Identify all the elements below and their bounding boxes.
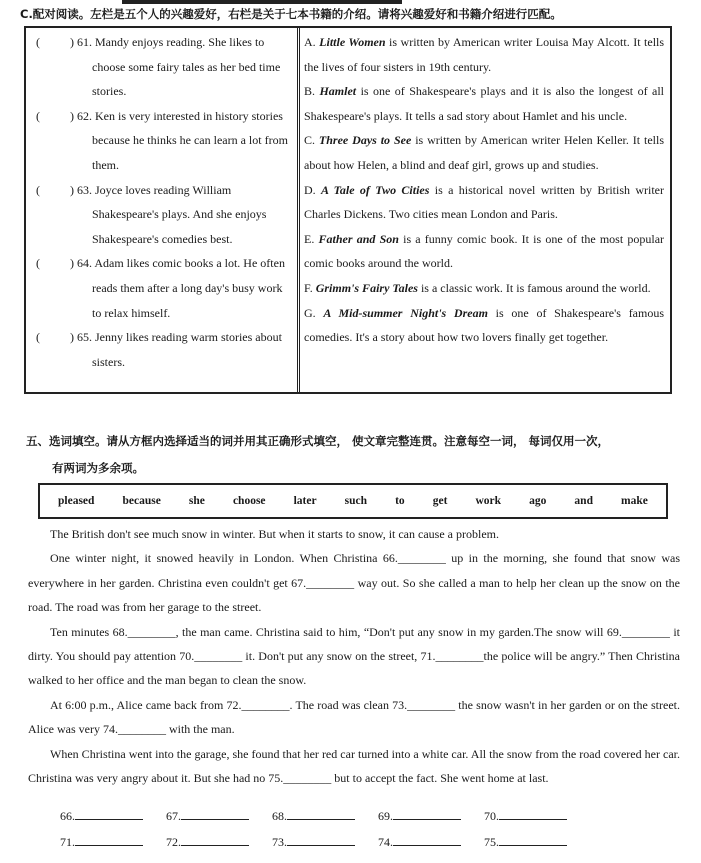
answer-paren: ( bbox=[36, 182, 40, 197]
book-desc: is a classic work. It is famous around the world. bbox=[420, 280, 651, 295]
word-bank-item: she bbox=[188, 495, 205, 507]
word-bank-item: to bbox=[395, 495, 405, 507]
passage-paragraph: At 6:00 p.m., Alice came back from 72.________. The road was clean 73.________ the snow wasn't in her garden or on the street. Alice was very 74.________ with the man. bbox=[28, 697, 680, 737]
book-letter: F. bbox=[304, 280, 313, 295]
book-desc: is a funny comic book. It is one of the most popular comic books around the world. bbox=[304, 231, 665, 271]
word-bank-item: later bbox=[293, 495, 317, 507]
book-title: A Mid-summer Night's Dream bbox=[323, 305, 488, 320]
answer-number: 72. bbox=[166, 835, 181, 849]
answer-number: 66. bbox=[60, 809, 75, 823]
answer-line[interactable] bbox=[287, 807, 355, 820]
answer-line[interactable] bbox=[181, 807, 249, 820]
book-desc: is one of Shakespeare's plays and it is also the longest of all Shakespeare's plays. It tells a sad story about Hamlet and his uncle. bbox=[304, 84, 665, 123]
question-65[interactable] bbox=[26, 325, 296, 374]
answer-line[interactable] bbox=[181, 833, 249, 846]
question-64[interactable] bbox=[26, 251, 296, 325]
word-bank-item: because bbox=[122, 495, 161, 507]
book-d bbox=[304, 178, 668, 227]
answer-paren: ( bbox=[36, 330, 40, 345]
passage-paragraph: The British don't see much snow in winter. But when it starts to snow, it can cause a problem. bbox=[50, 527, 499, 541]
cloze-passage bbox=[28, 522, 680, 790]
answer-line[interactable] bbox=[499, 833, 567, 846]
answer-75[interactable] bbox=[484, 833, 590, 850]
answer-blanks bbox=[60, 798, 620, 850]
answer-70[interactable] bbox=[484, 807, 590, 824]
books-column bbox=[304, 30, 668, 350]
header-bar bbox=[122, 0, 402, 4]
book-f bbox=[304, 276, 668, 301]
passage-paragraph: One winter night, it snowed heavily in London. When Christina 66.________ up in the morning, she found that snow was everywhere in her garden. Christina even couldn't get 67.________ way out. So she called a man to help her clean up the snow on the road. The road was from her garage to the street. bbox=[28, 551, 680, 615]
book-title: Grimm's Fairy Tales bbox=[315, 280, 418, 295]
question-text: ) 64. Adam likes comic books a lot. He often reads them after a long day's busy work to relax himself. bbox=[70, 256, 285, 320]
word-bank-item: make bbox=[621, 495, 648, 507]
section-c-title: C.配对阅读。左栏是五个人的兴趣爱好，右栏是关于七本书籍的介绍。请将兴趣爱好和书籍介绍进行匹配。 bbox=[20, 7, 562, 21]
book-e bbox=[304, 227, 668, 276]
book-a bbox=[304, 30, 668, 79]
answer-68[interactable] bbox=[272, 807, 378, 824]
answer-paren: ( bbox=[36, 35, 40, 49]
answer-line[interactable] bbox=[75, 833, 143, 846]
word-bank bbox=[38, 483, 668, 519]
book-title: A Tale of Two Cities bbox=[321, 182, 430, 197]
answer-line[interactable] bbox=[287, 833, 355, 846]
book-letter: E. bbox=[304, 231, 315, 246]
answer-line[interactable] bbox=[393, 833, 461, 846]
answer-paren: ( bbox=[36, 256, 40, 271]
book-letter: A. bbox=[304, 35, 316, 49]
word-bank-item: get bbox=[432, 495, 448, 507]
answer-number: 67. bbox=[166, 809, 181, 823]
table-divider bbox=[297, 28, 300, 392]
answer-number: 69. bbox=[378, 809, 393, 823]
book-letter: G. bbox=[304, 305, 316, 320]
answer-line[interactable] bbox=[393, 807, 461, 820]
book-letter: B. bbox=[304, 84, 316, 99]
book-b bbox=[304, 79, 668, 128]
answer-71[interactable] bbox=[60, 833, 166, 850]
book-letter: D. bbox=[304, 182, 316, 197]
word-bank-item: choose bbox=[232, 495, 266, 507]
question-63[interactable] bbox=[26, 178, 296, 252]
word-bank-item: ago bbox=[529, 495, 547, 507]
answer-line[interactable] bbox=[499, 807, 567, 820]
question-62[interactable] bbox=[26, 104, 296, 178]
book-letter: C. bbox=[304, 133, 316, 148]
book-desc: is written by American writer Louisa May Alcott. It tells the lives of four sisters in 19th century. bbox=[304, 35, 665, 74]
answer-66[interactable] bbox=[60, 807, 166, 824]
answer-number: 74. bbox=[378, 835, 393, 849]
question-text: ) 63. Joyce loves reading William Shakespeare's plays. And she enjoys Shakespeare's comedies best. bbox=[70, 182, 267, 246]
book-title: Hamlet bbox=[319, 84, 357, 99]
book-desc: is a historical novel written by British writer Charles Dickens. Two cities mean London and Paris. bbox=[304, 182, 664, 222]
questions-column bbox=[26, 30, 296, 374]
answer-number: 73. bbox=[272, 835, 287, 849]
answer-number: 68. bbox=[272, 809, 287, 823]
book-g bbox=[304, 301, 668, 350]
answer-row bbox=[60, 824, 620, 850]
answer-69[interactable] bbox=[378, 807, 484, 824]
question-text: ) 61. Mandy enjoys reading. She likes to choose some fairy tales as her bed time stories. bbox=[70, 35, 281, 99]
section-5-title-line1: 五、选词填空。请从方框内选择适当的词并用其正确形式填空， 使文章完整连贯。注意每空一词， 每词仅用一次， bbox=[26, 434, 610, 448]
book-desc: is one of Shakespeare's famous comedies. It's a story about how two lovers finally get together. bbox=[304, 305, 665, 345]
answer-number: 71. bbox=[60, 835, 75, 849]
question-text: ) 62. Ken is very interested in history stories because he thinks he can learn a lot from them. bbox=[70, 108, 288, 172]
book-title: Three Days to See bbox=[318, 133, 412, 148]
book-desc: is written by American writer Helen Keller. It tells about how Helen, a blind and deaf girl, grows up and studies. bbox=[304, 133, 665, 172]
book-title: Little Women bbox=[319, 35, 386, 49]
answer-67[interactable] bbox=[166, 807, 272, 824]
answer-74[interactable] bbox=[378, 833, 484, 850]
answer-number: 75. bbox=[484, 835, 499, 849]
word-bank-item: pleased bbox=[58, 495, 95, 507]
answer-73[interactable] bbox=[272, 833, 378, 850]
word-bank-item: and bbox=[574, 495, 593, 507]
book-c bbox=[304, 128, 668, 177]
word-bank-item: such bbox=[344, 495, 368, 507]
passage-paragraph: Ten minutes 68.________, the man came. Christina said to him, “Don't put any snow in my garden.The snow will 69.________ it dirty. You should pay attention 70.________ it. Don't put any snow on the street, 71.________the police will be angry.” Then Christina walked to her office and the man began to clean the snow. bbox=[28, 624, 680, 688]
answer-72[interactable] bbox=[166, 833, 272, 850]
question-61[interactable] bbox=[26, 30, 296, 104]
word-bank-item: work bbox=[475, 495, 502, 507]
answer-paren: ( bbox=[36, 108, 40, 123]
section-5-title-line2: 有两词为多余项。 bbox=[52, 461, 144, 475]
book-title: Father and Son bbox=[318, 231, 399, 246]
answer-row bbox=[60, 798, 620, 824]
section-5-title bbox=[26, 428, 686, 482]
matching-table bbox=[24, 26, 672, 394]
question-text: ) 65. Jenny likes reading warm stories about sisters. bbox=[70, 330, 282, 369]
answer-line[interactable] bbox=[75, 807, 143, 820]
passage-paragraph: When Christina went into the garage, she found that her red car turned into a white car. All the snow from the road covered her car. Christina was very angry about it. But she had no 75.________ but to accept the fact. She went home at last. bbox=[28, 746, 680, 786]
answer-number: 70. bbox=[484, 809, 499, 823]
